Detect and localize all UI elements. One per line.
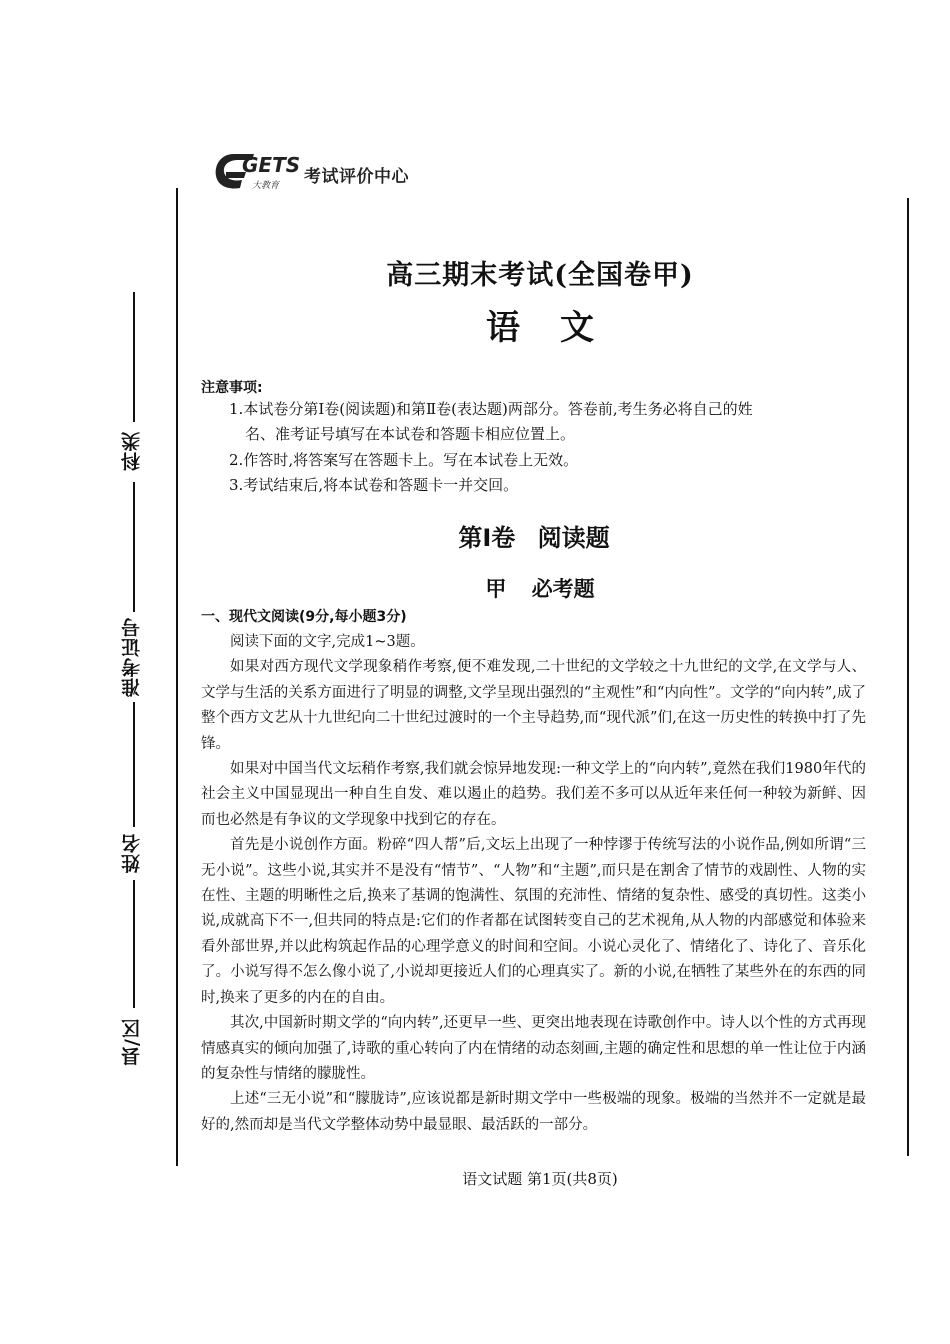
passage-paragraph: 上述“三无小说”和“朦胧诗”,应该说都是新时期文学中一些极端的现象。极端的当然并不一定就是最好的,然而却是当代文学整体动势中最显眼、最活跃的一部分。 bbox=[201, 1091, 866, 1133]
passage-paragraph: 如果对西方现代文学现象稍作考察,便不难发现,二十世纪的文学较之十九世纪的文学,在文学与人、文学与生活的关系方面进行了明显的调整,文学呈现出强烈的“主观性”和“内向性”。文学的“向内转”,成了整个西方文艺从十九世纪向二十世纪过渡时的一个主导趋势,而“现代派”们,在这一历史性的转换中打了先锋。 bbox=[201, 659, 866, 752]
notice-item-number: 1. bbox=[229, 400, 244, 418]
notice-item-text: 考试结束后,将本试卷和答题卡一并交回。 bbox=[243, 476, 519, 494]
passage-paragraph: 其次,中国新时期文学的“向内转”,还更早一些、更突出地表现在诗歌创作中。诗人以个性的方式再现情感真实的倾向加强了,诗歌的重心转向了内在情绪的动态刻画,主题的确定性和思想的单一性让位于内涵的复杂性与情绪的朦胧性。 bbox=[201, 1015, 866, 1082]
passage-paragraph: 首先是小说创作方面。粉碎“四人帮”后,文坛上出现了一种悖谬于传统写法的小说作品,例如所谓“三无小说”。这些小说,其实并不是没有“情节”、“人物”和“主题”,而只是在割舍了情节的戏剧性、人物的实在性、主题的明晰性之后,换来了基调的饱满性、氛围的充沛性、情绪的复杂性、感受的真切性。这类小说,成就高下不一,但共同的特点是:它们的作者都在试图转变自己的艺术视角,从人物的内部感觉和体验来看外部世界,并以此构筑起作品的心理学意义的时间和空间。小说心灵化了、情绪化了、诗化了、音乐化了。小说写得不怎么像小说了,小说却更接近人们的心理真实了。新的小说,在牺牲了某些外在的东西的同时,换来了更多的内在的自由。 bbox=[201, 837, 866, 1006]
notice-item-continuation: 名、准考证号填写在本试卷和答题卡相应位置上。 bbox=[245, 425, 576, 443]
logo bbox=[212, 148, 432, 192]
notice-item bbox=[229, 448, 869, 473]
notice-item-text: 作答时,将答案写在答题卡上。写在本试卷上无效。 bbox=[243, 451, 579, 469]
question-heading: 一、现代文阅读(9分,每小题3分) bbox=[201, 609, 407, 625]
notice-item-number: 3. bbox=[229, 476, 244, 494]
section-subtitle: 甲 必考题 bbox=[485, 577, 595, 601]
binding-line bbox=[133, 880, 135, 1008]
logo-text: 考试评价中心 bbox=[304, 167, 409, 187]
passage-paragraph: 如果对中国当代文坛稍作考察,我们就会惊异地发现:一种文学上的“向内转”,竟然在我们1980年代的社会主义中国显现出一种自生自发、难以遏止的趋势。我们差不多可以从近年来任何一种较为新鲜、因而也必然是有争议的文学现象中找到它的存在。 bbox=[201, 761, 866, 828]
instruction-text: 阅读下面的文字,完成1~3题。 bbox=[230, 634, 425, 650]
binding-line bbox=[133, 702, 135, 827]
notice-item bbox=[229, 473, 869, 498]
binding-label-district: 县/区 bbox=[121, 1018, 143, 1066]
notice-item-number: 2. bbox=[229, 451, 244, 469]
page-footer: 语文试题 第1页(共8页) bbox=[462, 1170, 618, 1188]
exam-title: 高三期末考试(全国卷甲) bbox=[386, 260, 694, 291]
binding-label-subject-category: 科类 bbox=[121, 431, 143, 471]
subject-title: 语文 bbox=[486, 308, 634, 348]
notice-item bbox=[229, 397, 869, 447]
part-title: 第Ⅰ卷 阅读题 bbox=[458, 524, 610, 552]
binding-label-name: 姓名 bbox=[121, 833, 143, 873]
binding-label-admission-number: 准考证号 bbox=[121, 617, 143, 697]
logo-mark-text: GETS bbox=[242, 153, 301, 177]
notice-item-text: 本试卷分第Ⅰ卷(阅读题)和第Ⅱ卷(表达题)两部分。答卷前,考生务必将自己的姓 bbox=[243, 400, 753, 418]
reading-passage bbox=[201, 630, 866, 1138]
notice-heading: 注意事项: bbox=[201, 380, 263, 396]
logo-subtext: 大教育 bbox=[252, 181, 280, 191]
